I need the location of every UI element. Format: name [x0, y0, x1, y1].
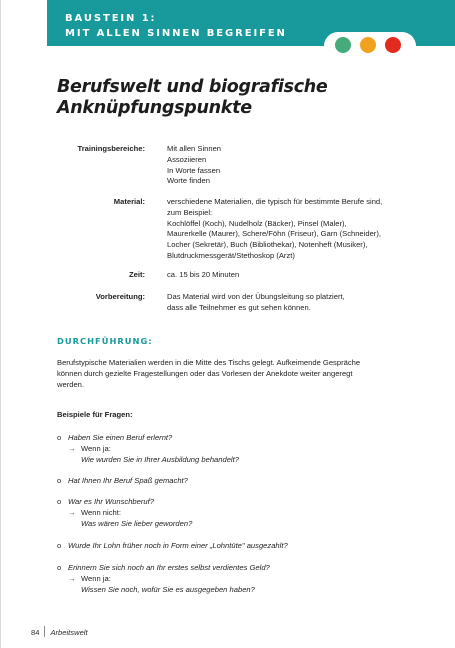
condition-text: Wenn ja: — [81, 574, 111, 583]
questions-heading: Beispiele für Fragen: — [57, 410, 133, 419]
prep-line: dass alle Teilnehmer es gut sehen können. — [167, 302, 311, 312]
arrow-right-icon: → — [68, 508, 76, 517]
training-item: Mit allen Sinnen — [167, 144, 222, 153]
footer-section: Arbeitswelt — [50, 628, 88, 637]
prep-values — [167, 292, 407, 314]
time-label: Zeit: — [128, 270, 145, 279]
page-footer — [31, 626, 88, 637]
title-line-2: Anknüpfungspunkte — [57, 98, 252, 118]
time-value — [167, 270, 407, 281]
bullet-icon: o — [57, 563, 62, 572]
condition — [68, 508, 121, 519]
arrow-right-icon: → — [68, 444, 76, 453]
training-label: Trainingsbereiche: — [77, 144, 145, 153]
page-title — [57, 77, 417, 119]
condition — [68, 574, 111, 585]
intro-line: können durch gezielte Fragestellungen oder das Vorlesen der Anekdote weiter angeregt — [57, 369, 353, 379]
material-line: zum Beispiel: — [167, 207, 213, 217]
training-item: Assoziieren — [167, 154, 207, 164]
orange-dot-icon — [360, 37, 376, 53]
section-heading: DURCHFÜHRUNG: — [57, 336, 153, 346]
condition-text: Wenn ja: — [81, 444, 111, 453]
followup-question: Wissen Sie noch, wofür Sie es ausgegeben haben? — [81, 585, 255, 594]
training-item: In Worte fassen — [167, 165, 221, 175]
training-values — [167, 144, 407, 187]
red-dot-icon — [385, 37, 401, 53]
prep-label: Vorbereitung: — [95, 292, 145, 301]
title-line-1: Berufswelt und biografische — [57, 77, 328, 97]
intro-line: Berufstypische Materialien werden in die Mitte des Tischs gelegt. Aufkeimende Gespräche — [57, 358, 361, 367]
material-values — [167, 197, 407, 262]
footer-divider — [44, 626, 45, 637]
time-text: ca. 15 bis 20 Minuten — [167, 270, 240, 279]
intro-paragraph — [57, 357, 407, 391]
prep-line: Das Material wird von der Übungsleitung so platziert, — [167, 292, 345, 301]
question-text: Haben Sie einen Beruf erlernt? — [68, 433, 173, 442]
followup-question: Wie wurden Sie in Ihrer Ausbildung behandelt? — [81, 455, 239, 464]
arrow-right-icon: → — [68, 574, 76, 583]
chapter-label: BAUSTEIN 1: — [65, 13, 157, 24]
bullet-icon: o — [57, 497, 62, 506]
chapter-title: MIT ALLEN SINNEN BEGREIFEN — [65, 28, 287, 39]
material-line: Kochlöffel (Koch), Nudelholz (Bäcker), Pinsel (Maler), — [167, 218, 347, 228]
bullet-icon: o — [57, 433, 62, 442]
condition-text: Wenn nicht: — [81, 508, 121, 517]
bullet-icon: o — [57, 476, 62, 485]
material-label: Material: — [113, 197, 145, 206]
material-line: verschiedene Materialien, die typisch für bestimmte Berufe sind, — [167, 197, 383, 206]
question-text: Hat Ihnen Ihr Beruf Spaß gemacht? — [68, 476, 188, 485]
material-line: Maurerkelle (Maurer), Schere/Föhn (Friseur), Garn (Schneider), — [167, 229, 381, 239]
material-line: Blutdruckmessgerät/Stethoskop (Arzt) — [167, 250, 295, 260]
green-dot-icon — [335, 37, 351, 53]
question-text: Wurde Ihr Lohn früher noch in Form einer „Lohntüte" ausgezahlt? — [68, 541, 288, 550]
training-item: Worte finden — [167, 176, 210, 186]
question-text: Erinnern Sie sich noch an Ihr erstes selbst verdientes Geld? — [68, 563, 270, 572]
bullet-icon: o — [57, 541, 62, 550]
intro-line: werden. — [57, 380, 85, 390]
followup-question: Was wären Sie lieber geworden? — [81, 519, 193, 528]
page-number: 84 — [31, 628, 40, 637]
question-text: War es Ihr Wunschberuf? — [68, 497, 154, 506]
condition — [68, 444, 111, 455]
material-line: Locher (Sekretär), Buch (Bibliothekar), Notenheft (Musiker), — [167, 240, 368, 250]
